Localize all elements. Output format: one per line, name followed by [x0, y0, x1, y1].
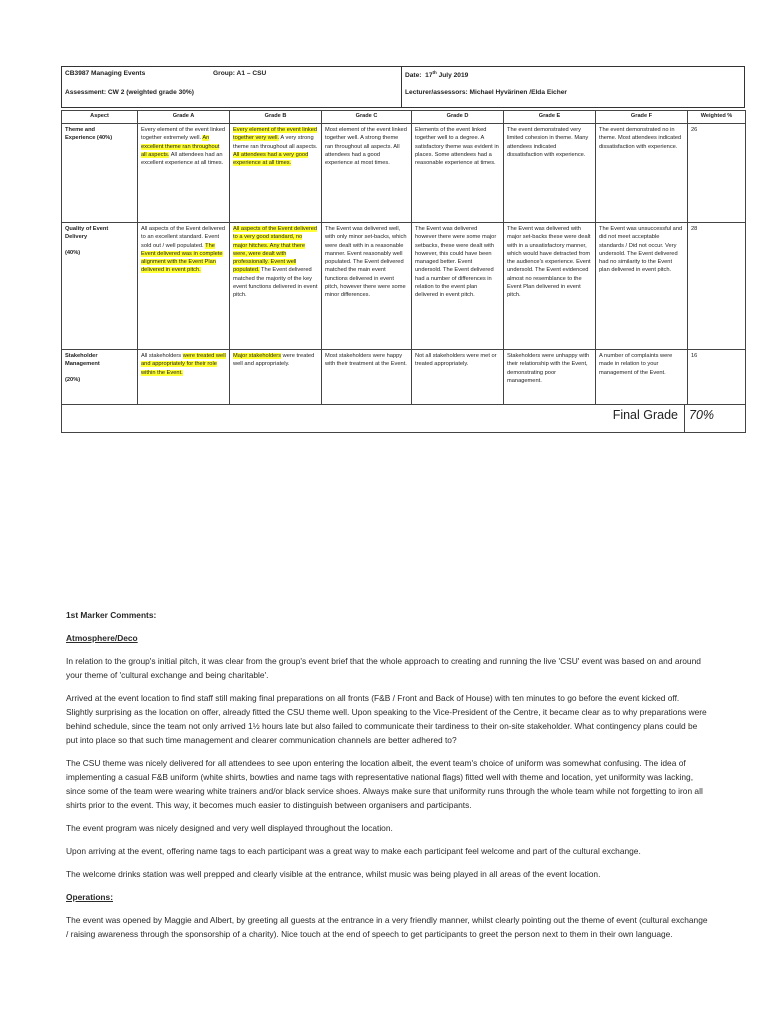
comment-paragraph: The event was opened by Maggie and Albert, by greeting all guests at the entrance in a very friendly manner, whilst clearly pointing out the theme of event (cultural exchange / raising awareness through the sponsorship of a charity). Nice touch at the end of speech to get participants to greet the person next to them in their own language.	[66, 915, 708, 939]
comment-paragraph: The welcome drinks station was well prepped and clearly visible at the entrance, whilst music was being played in all areas of the event location.	[66, 869, 601, 879]
grade-b-cell: Every element of the event linked together very well. A very strong theme ran throughout all aspects. All attendees had a very good experience at all times.	[230, 124, 322, 223]
column-header: Grade E	[504, 111, 596, 124]
final-grade-value: 70%	[684, 405, 745, 432]
comments-heading: 1st Marker Comments:	[66, 610, 157, 620]
grade-c-cell: Most stakeholders were happy with their treatment at the Event.	[322, 350, 412, 405]
column-header: Grade A	[138, 111, 230, 124]
column-header: Grade D	[412, 111, 504, 124]
grading-rubric-table	[61, 110, 746, 433]
grade-b-cell: Major stakeholders were treated well and appropriately.	[230, 350, 322, 405]
assessment-header	[61, 66, 745, 108]
date-text: Date: 17th July 2019	[405, 70, 469, 80]
comment-paragraph: The event program was nicely designed and very well displayed throughout the location.	[66, 823, 393, 833]
rubric-row-delivery	[62, 223, 746, 350]
grade-e-cell: The event demonstrated very limited cohesion in theme. Many attendees indicated dissatisfaction with experience.	[504, 124, 596, 223]
column-header: Grade B	[230, 111, 322, 124]
section-title-atmosphere: Atmosphere/Deco	[66, 633, 138, 643]
weight-cell: 26	[688, 124, 746, 223]
grade-f-cell: A number of complaints were made in relation to your management of the Event.	[596, 350, 688, 405]
grade-f-cell: The Event was unsuccessful and did not meet acceptable standards / Did not occur. Very undersold. The Event delivered had no similarity to the Event plan delivered in event pitch.	[596, 223, 688, 350]
weight-cell: 28	[688, 223, 746, 350]
comment-paragraph: The CSU theme was nicely delivered for all attendees to see upon entering the location albeit, the event team's choice of uniform was somewhat confusing. The idea of implementing a casual F&B uniform (white shirts, bowties and name tags with representative national flags) fitted well with theme and location, yet uniformity was lacking, since some of the team were wearing white trainers and/or black service shoes. Always make sure that uniformity runs through the whole team while not forgetting to iron all shirts prior to the event. This way, it becomes much easier to distinguish between organisers and participants.	[66, 758, 703, 810]
grade-d-cell: The Event was delivered however there were some major setbacks, these were dealt with however, this could have been managed better. Event undersold. The Event delivered had a number of differences in relation to the event plan delivered in event pitch.	[412, 223, 504, 350]
aspect-cell: Quality of Event Delivery (40%)	[62, 223, 138, 350]
grade-b-cell: All aspects of the Event delivered to a very good standard, no major hitches. Any that there were, were dealt with professionally. Event well populated. The Event delivered matched the majority of the key event functions delivered in event pitch.	[230, 223, 322, 350]
grade-d-cell: Elements of the event linked together well to a degree. A satisfactory theme was evident in places. Some attendees had a reasonable experience at times.	[412, 124, 504, 223]
rubric-row-stakeholder	[62, 350, 746, 405]
final-grade-cell	[62, 405, 746, 433]
column-header: Weighted %	[688, 111, 746, 124]
comment-paragraph: Upon arriving at the event, offering name tags to each participant was a great way to make each participant feel welcome and part of the cultural exchange.	[66, 846, 641, 856]
aspect-cell: Stakeholder Management (20%)	[62, 350, 138, 405]
assessment-label: Assessment: CW 2 (weighted grade 30%)	[65, 89, 194, 96]
grade-c-cell: Most element of the event linked together well. A strong theme ran throughout all aspects. All attendees had a good experience at most times.	[322, 124, 412, 223]
grade-e-cell: Stakeholders were unhappy with their relationship with the Event, demonstrating poor management.	[504, 350, 596, 405]
rubric-header-row	[62, 111, 746, 124]
column-header: Grade F	[596, 111, 688, 124]
group-label: Group: A1 – CSU	[213, 70, 267, 77]
comment-paragraph: In relation to the group's initial pitch, it was clear from the group's event brief that the whole approach to creating and running the live 'CSU' event was based on and around your theme of 'cultural exchange and being charitable'.	[66, 656, 701, 680]
header-divider	[401, 67, 402, 107]
aspect-cell: Theme and Experience (40%)	[62, 124, 138, 223]
grade-d-cell: Not all stakeholders were met or treated appropriately.	[412, 350, 504, 405]
grade-c-cell: The Event was delivered well, with only minor set-backs, which were dealt with in a reasonable manner. Event reasonably well populated. The Event delivered matched the main event functions delivered in event pitch, however there were some minor differences.	[322, 223, 412, 350]
final-grade-row	[62, 405, 746, 433]
column-header: Grade C	[322, 111, 412, 124]
grade-a-cell: Every element of the event linked together extremely well. An excellent theme ran throughout all aspects. All attendees had an excellent experience at all times.	[138, 124, 230, 223]
grade-a-cell: All stakeholders were treated well and appropriately for their role within the Event.	[138, 350, 230, 405]
rubric-row-theme	[62, 124, 746, 223]
course-title: CB3987 Managing Events	[65, 70, 146, 77]
section-title-operations: Operations:	[66, 892, 113, 902]
column-header: Aspect	[62, 111, 138, 124]
grade-e-cell: The Event was delivered with major set-backs these were dealt with in a unsatisfactory manner, which would have detracted from the audience's experience. Event undersold. The Event evidenced almost no resemblance to the Event Plan delivered in event pitch.	[504, 223, 596, 350]
final-grade-label: Final Grade	[612, 408, 678, 422]
comment-paragraph: Arrived at the event location to find staff still making final preparations on all fronts (F&B / Front and Back of House) with ten minutes to go before the event kicked off. Slightly surprising as the location on offer, already fitted the CSU theme well. Upon speaking to the Vice-President of the Centre, it became clear as to why preparations were behind schedule, since the team not only arrived 1½ hours late but also failed to communicate their tardiness to their on-site stakeholder. What contingency plans could be put into place so that such time management and clearer communication channels are better adhered to?	[66, 693, 707, 745]
lecturers-label: Lecturer/assessors: Michael Hyvärinen /Elda Eicher	[405, 89, 567, 96]
grade-a-cell: All aspects of the Event delivered to an excellent standard. Event sold out / well populated. The Event delivered was in complete alignment with the Event Plan delivered in event pitch.	[138, 223, 230, 350]
grade-f-cell: The event demonstrated no in theme. Most attendees indicated dissatisfaction with experience.	[596, 124, 688, 223]
weight-cell: 16	[688, 350, 746, 405]
marker-comments	[66, 608, 708, 950]
